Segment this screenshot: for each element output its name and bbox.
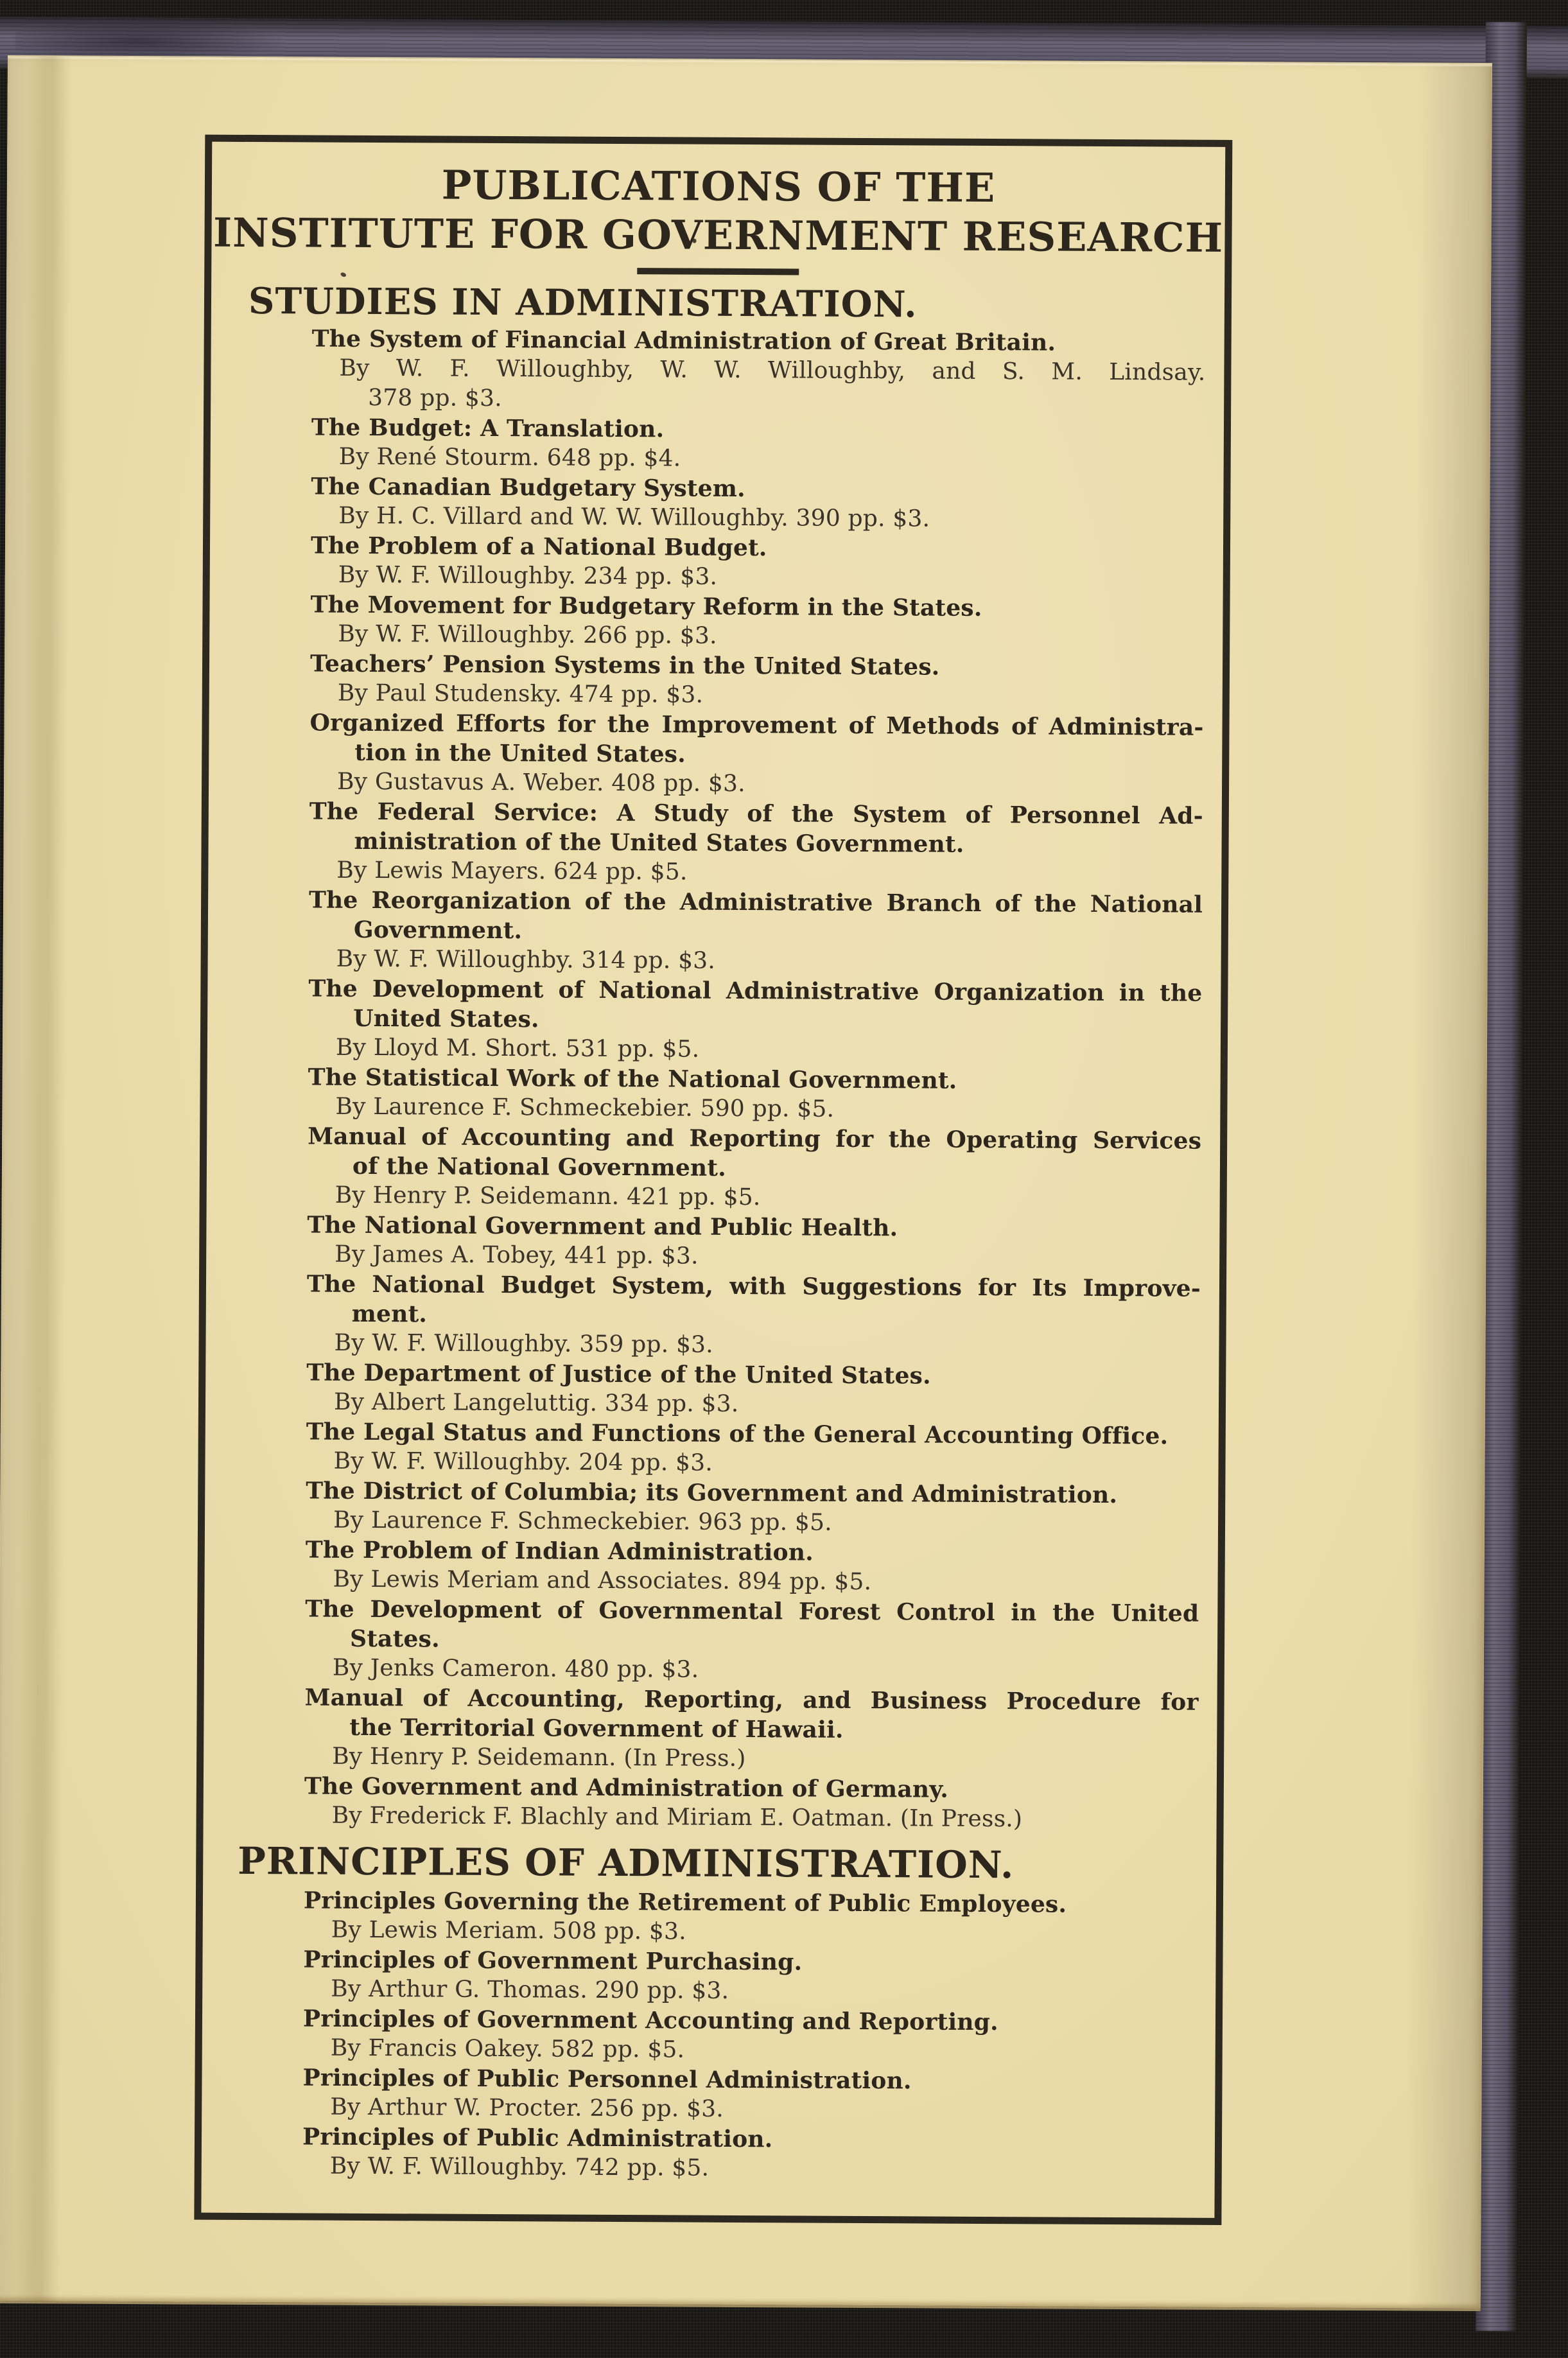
printed-border-box	[194, 135, 1232, 2225]
catalog-entry	[204, 1535, 1217, 1599]
catalog-entry	[208, 796, 1222, 890]
entry-byline: By W. F. Willoughby. 234 pp. $3.	[338, 561, 718, 590]
publication-catalog	[202, 281, 1224, 2186]
entry-byline: By Laurence F. Schmeckebier. 963 pp. $5.	[333, 1507, 832, 1536]
book-page	[0, 55, 1492, 2311]
entry-byline: By W. F. Willoughby. 266 pp. $3.	[338, 620, 717, 649]
catalog-entry	[205, 1269, 1219, 1363]
entry-byline: By Henry P. Seidemann. (In Press.)	[332, 1743, 746, 1772]
entry-byline: By Henry P. Seidemann. 421 pp. $5.	[335, 1182, 761, 1211]
entry-byline: By James A. Tobey, 441 pp. $3.	[335, 1241, 699, 1270]
entry-title-line: Organized Efforts for the Improvement of Methods of Administra-	[309, 709, 1204, 741]
entry-title-line: Principles Governing the Retirement of Public Employees.	[303, 1887, 1067, 1918]
catalog-entry	[206, 1210, 1219, 1274]
entry-title-line: The Problem of Indian Administration.	[305, 1536, 814, 1566]
entry-title-line: The District of Columbia; its Government and Administration.	[306, 1477, 1118, 1509]
page-gutter-crease	[15, 57, 72, 2301]
catalog-entry	[210, 530, 1223, 595]
entry-title-line: Principles of Public Personnel Administration.	[302, 2064, 912, 2095]
entry-list	[202, 1885, 1216, 2186]
entry-byline: By H. C. Villard and W. W. Willoughby. 390 pp. $3.	[338, 502, 930, 532]
entry-title-line: The Legal Status and Functions of the General Accounting Office.	[306, 1418, 1169, 1450]
entry-title-line: The National Budget System, with Suggestions for Its Improve-	[306, 1270, 1201, 1302]
catalog-entry	[207, 974, 1221, 1067]
entry-title-line: States.	[349, 1625, 440, 1653]
entry-title-line: The Movement for Budgetary Reform in the States.	[310, 591, 982, 622]
entry-title-line: The Budget: A Translation.	[311, 414, 665, 443]
entry-byline: By Paul Studensky. 474 pp. $3.	[337, 679, 704, 708]
catalog-entry	[209, 590, 1223, 654]
entry-title-line: of the National Government.	[352, 1152, 727, 1182]
entry-title-line: Manual of Accounting and Reporting for the Operating Services	[308, 1122, 1202, 1155]
catalog-entry	[205, 1358, 1219, 1422]
entry-title-line: United States.	[353, 1004, 539, 1033]
catalog-entry	[202, 2122, 1215, 2186]
catalog-entry	[208, 885, 1222, 979]
header-line-1: PUBLICATIONS OF THE	[441, 161, 996, 212]
section-heading: PRINCIPLES OF ADMINISTRATION.	[238, 1838, 1015, 1887]
entry-title-line: Principles of Government Purchasing.	[303, 1946, 803, 1976]
catalog-entry	[204, 1682, 1217, 1776]
entry-byline: By Jenks Cameron. 480 pp. $3.	[332, 1654, 699, 1683]
catalog-entry	[204, 1771, 1217, 1835]
entry-title-line: The Government and Administration of Germany.	[304, 1772, 949, 1803]
entry-byline: By Lewis Meriam. 508 pp. $3.	[331, 1916, 686, 1945]
entry-title-line: The Development of Governmental Forest Control in the United	[305, 1595, 1199, 1627]
entry-byline: By Lewis Meriam and Associates. 894 pp. $5.	[333, 1566, 872, 1596]
entry-byline: By Lewis Mayers. 624 pp. $5.	[336, 857, 688, 886]
entry-title-line: The Reorganization of the Administrative Branch of the National	[309, 886, 1203, 918]
entry-title-line: Principles of Public Administration.	[302, 2123, 773, 2153]
entry-byline: By René Stourm. 648 pp. $4.	[338, 443, 681, 472]
entry-title-line: The Problem of a National Budget.	[310, 532, 767, 562]
entry-title-line: The Development of National Administrative Organization in the	[308, 975, 1203, 1007]
catalog-entry	[209, 708, 1223, 801]
catalog-entry	[211, 412, 1224, 476]
catalog-entry	[202, 2004, 1215, 2068]
entry-byline: By W. F. Willoughby. 314 pp. $3.	[336, 945, 716, 974]
entry-title-line: Manual of Accounting, Reporting, and Business Procedure for	[304, 1684, 1199, 1716]
catalog-entry	[209, 649, 1223, 713]
entry-title-line: The Department of Justice of the United States.	[306, 1359, 931, 1390]
entry-byline: By Arthur G. Thomas. 290 pp. $3.	[331, 1975, 729, 2004]
page-header	[211, 160, 1225, 277]
entry-byline: By Gustavus A. Weber. 408 pp. $3.	[336, 768, 745, 798]
entry-title-line: Teachers’ Pension Systems in the United States.	[309, 650, 940, 681]
entry-title-line: The Canadian Budgetary System.	[311, 473, 745, 503]
catalog-entry	[210, 471, 1223, 536]
catalog-entry	[207, 1062, 1220, 1126]
entry-title-line: The Federal Service: A Study of the System of Personnel Ad-	[309, 798, 1203, 830]
catalog-entry	[204, 1594, 1218, 1688]
header-line-2: INSTITUTE FOR GOVERNMENT RESEARCH	[213, 209, 1224, 261]
entry-byline: By Albert Langeluttig. 334 pp. $3.	[333, 1388, 739, 1417]
catalog-entry	[202, 2063, 1215, 2127]
entry-title-line: Government.	[353, 916, 523, 945]
catalog-entry	[211, 324, 1224, 417]
entry-byline: 378 pp. $3.	[368, 384, 502, 412]
entry-title-line: The Statistical Work of the National Government.	[308, 1063, 957, 1094]
entry-title-line: tion in the United States.	[354, 738, 686, 768]
entry-title-line: The System of Financial Administration of Great Britain.	[311, 325, 1056, 356]
entry-title-line: ment.	[351, 1300, 428, 1328]
entry-byline: By W. F. Willoughby, W. W. Willoughby, and S. M. Lindsay.	[339, 354, 1206, 386]
entry-title-line: ministration of the United States Government.	[354, 827, 964, 858]
entry-byline: By W. F. Willoughby. 359 pp. $3.	[334, 1329, 713, 1358]
catalog-entry	[202, 1944, 1215, 2009]
entry-byline: By Laurence F. Schmeckebier. 590 pp. $5.	[335, 1093, 835, 1122]
entry-byline: By Lloyd M. Short. 531 pp. $5.	[335, 1034, 700, 1063]
entry-byline: By Arthur W. Procter. 256 pp. $3.	[330, 2093, 724, 2122]
catalog-entry	[205, 1476, 1218, 1540]
catalog-entry	[203, 1885, 1216, 1950]
entry-title-line: Principles of Government Accounting and Reporting.	[302, 2005, 998, 2036]
catalog-entry	[205, 1417, 1218, 1481]
entry-list	[204, 324, 1224, 1835]
header-underline-rule	[637, 268, 799, 275]
entry-byline: By Frederick F. Blachly and Miriam E. Oatman. (In Press.)	[331, 1802, 1023, 1833]
entry-byline: By W. F. Willoughby. 742 pp. $5.	[329, 2153, 710, 2181]
entry-byline: By W. F. Willoughby. 204 pp. $3.	[333, 1447, 713, 1476]
entry-title-line: The National Government and Public Health.	[307, 1211, 898, 1242]
entry-byline: By Francis Oakey. 582 pp. $5.	[330, 2034, 685, 2063]
section-heading: STUDIES IN ADMINISTRATION.	[248, 279, 918, 326]
entry-title-line: the Territorial Government of Hawaii.	[349, 1713, 844, 1743]
catalog-entry	[207, 1121, 1221, 1215]
